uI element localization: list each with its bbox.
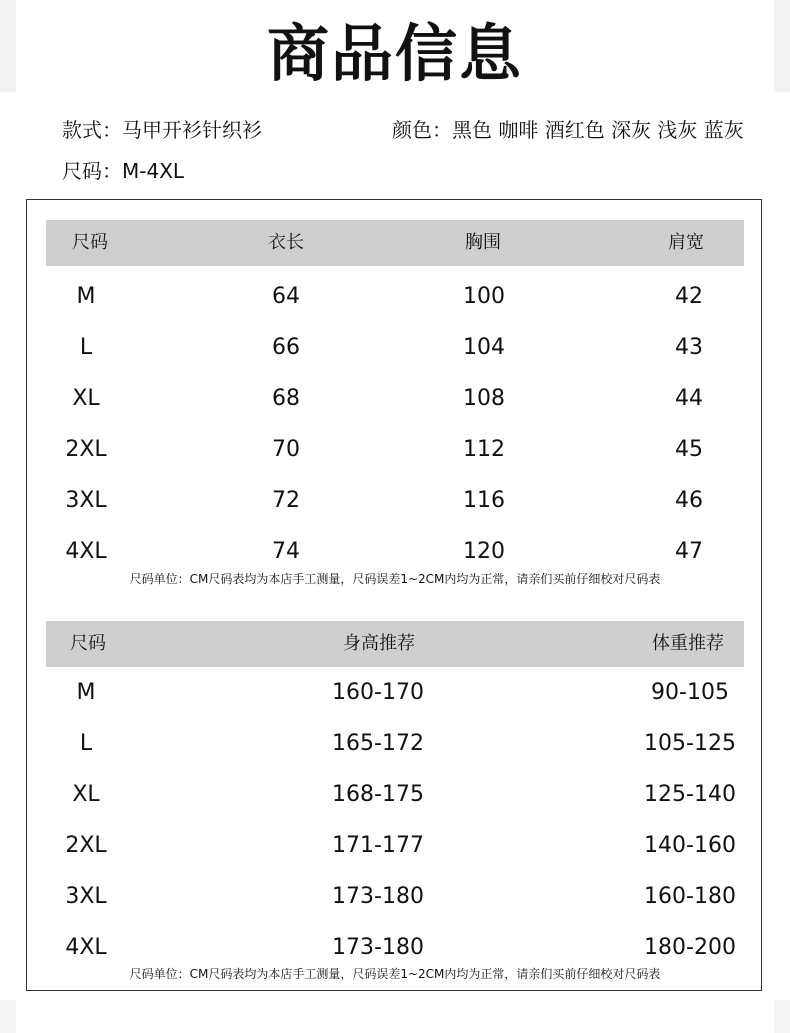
recommendation-table-note: 尺码单位：CM尺码表均为本店手工测量，尺码误差1~2CM内均为正常，请亲们买前仔细校对尺码表 <box>129 967 661 981</box>
cell-chest: 104 <box>463 335 505 360</box>
cell-weight: 140-160 <box>644 833 736 858</box>
header-size: 尺码 <box>72 232 108 253</box>
page-title: 商品信息 <box>266 17 523 90</box>
cell-weight: 105-125 <box>644 731 736 756</box>
header-weight: 体重推荐 <box>652 633 724 654</box>
header-height: 身高推荐 <box>343 633 415 654</box>
measurement-table-note: 尺码单位：CM尺码表均为本店手工测量，尺码误差1~2CM内均为正常，请亲们买前仔细校对尺码表 <box>129 572 661 586</box>
header-size: 尺码 <box>70 633 106 654</box>
cell-shoulder: 44 <box>675 386 703 411</box>
cell-size: 4XL <box>65 935 107 960</box>
cell-weight: 90-105 <box>651 680 729 705</box>
cell-height: 160-170 <box>332 680 424 705</box>
cell-height: 173-180 <box>332 935 424 960</box>
cell-chest: 116 <box>463 488 505 513</box>
cell-height: 173-180 <box>332 884 424 909</box>
cell-size: L <box>79 731 93 756</box>
cell-shoulder: 43 <box>675 335 703 360</box>
header-chest: 胸围 <box>465 232 501 253</box>
cell-size: XL <box>72 782 100 807</box>
cell-length: 64 <box>272 284 300 309</box>
cell-chest: 108 <box>463 386 505 411</box>
size-range-info: 尺码：M-4XL <box>62 159 185 183</box>
cell-size: 2XL <box>65 437 107 462</box>
cell-shoulder: 46 <box>675 488 703 513</box>
cell-chest: 120 <box>463 539 505 564</box>
bottom-edge-fill <box>16 1000 774 1033</box>
cell-shoulder: 42 <box>675 284 703 309</box>
cell-size: 4XL <box>65 539 107 564</box>
cell-size: 3XL <box>65 488 107 513</box>
cell-size: M <box>76 680 96 705</box>
cell-size: M <box>76 284 96 309</box>
cell-weight: 125-140 <box>644 782 736 807</box>
cell-size: 3XL <box>65 884 107 909</box>
style-info: 款式：马甲开衫针织衫 <box>62 118 262 142</box>
cell-height: 171-177 <box>332 833 424 858</box>
cell-chest: 112 <box>463 437 505 462</box>
header-shoulder: 肩宽 <box>668 232 704 253</box>
cell-length: 68 <box>272 386 300 411</box>
cell-size: XL <box>72 386 100 411</box>
cell-shoulder: 45 <box>675 437 703 462</box>
recommendation-table-header <box>46 621 744 667</box>
cell-length: 70 <box>272 437 300 462</box>
cell-weight: 160-180 <box>644 884 736 909</box>
cell-height: 168-175 <box>332 782 424 807</box>
cell-length: 72 <box>272 488 300 513</box>
cell-shoulder: 47 <box>675 539 703 564</box>
color-info: 颜色：黑色 咖啡 酒红色 深灰 浅灰 蓝灰 <box>392 118 744 142</box>
cell-size: 2XL <box>65 833 107 858</box>
size-chart-frame <box>26 199 762 991</box>
cell-length: 66 <box>272 335 300 360</box>
cell-size: L <box>79 335 93 360</box>
cell-length: 74 <box>272 539 300 564</box>
header-length: 衣长 <box>268 232 304 253</box>
cell-chest: 100 <box>463 284 505 309</box>
cell-height: 165-172 <box>332 731 424 756</box>
cell-weight: 180-200 <box>644 935 736 960</box>
measurement-table-header <box>46 220 744 266</box>
